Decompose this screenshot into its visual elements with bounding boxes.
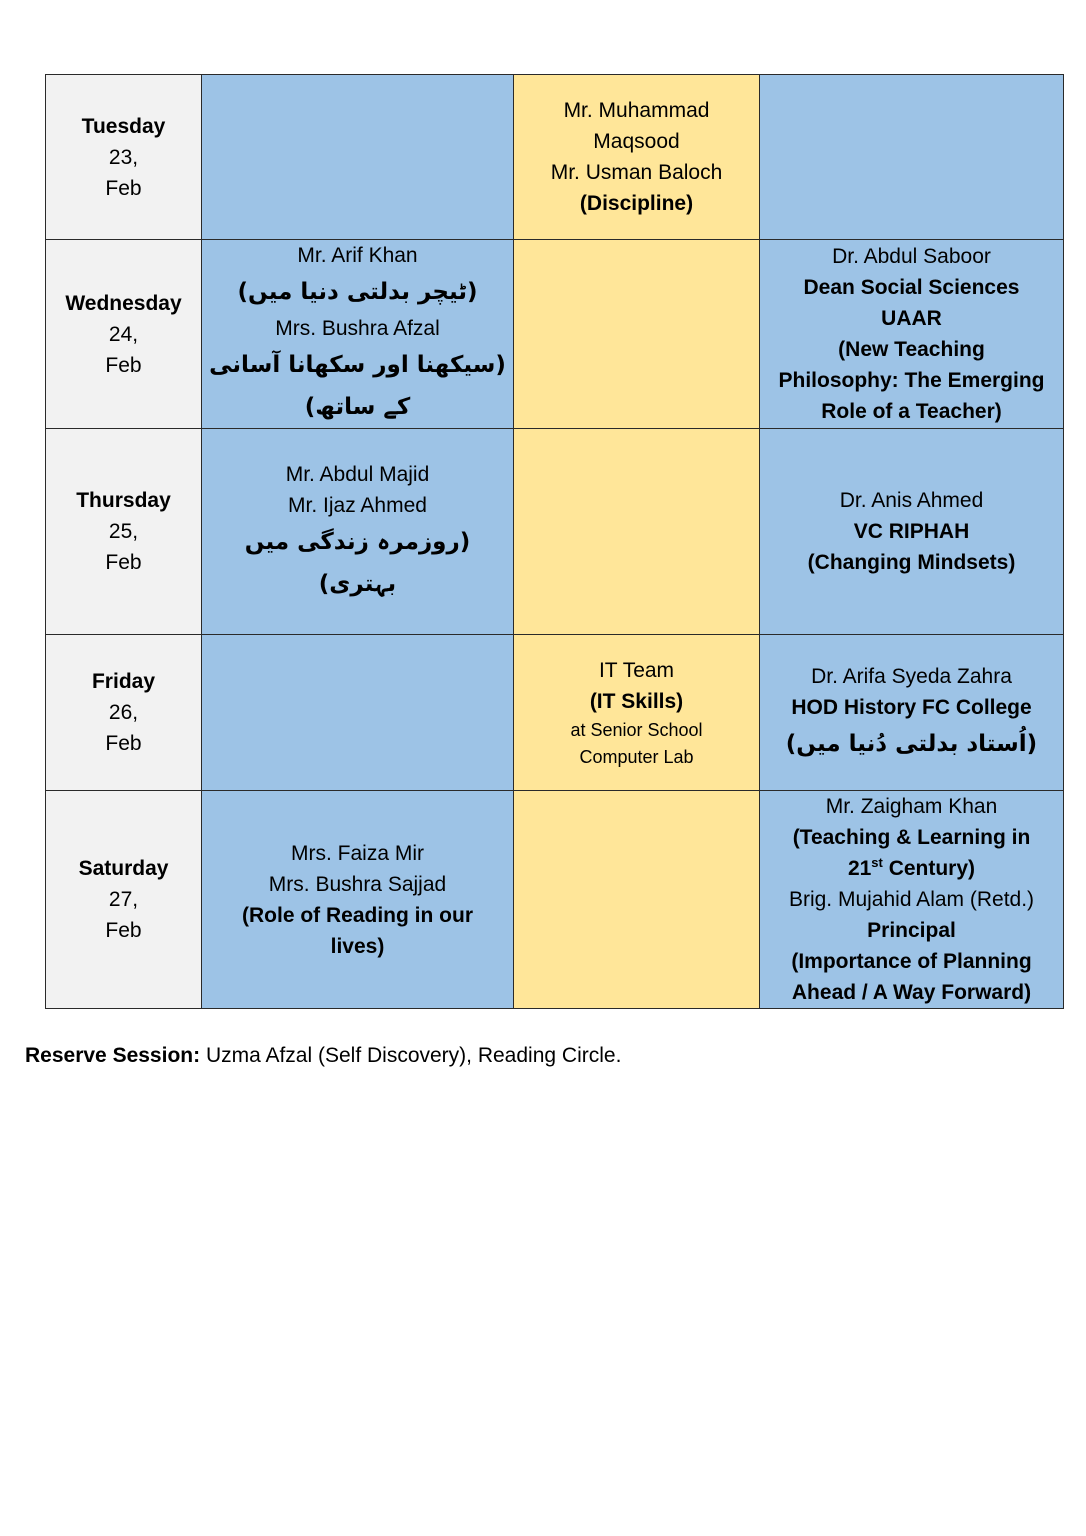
day-month: Feb [105, 919, 142, 942]
session-cell-3 [760, 240, 1064, 429]
speaker-name: IT Team [598, 658, 675, 682]
table-row [46, 75, 1064, 240]
session-topic: (Role of Reading in our [242, 903, 473, 927]
speaker-title: Dean Social Sciences [803, 276, 1020, 299]
day-date: 24, [108, 322, 139, 346]
session-topic: (Changing Mindsets) [807, 551, 1016, 574]
session-topic: (New Teaching [838, 338, 985, 361]
session-cell-2 [514, 635, 760, 791]
session-cell-3 [760, 429, 1064, 635]
day-month: Feb [105, 732, 142, 755]
speaker-name: Mr. Arif Khan [297, 244, 418, 267]
session-topic: Philosophy: The Emerging [778, 369, 1045, 392]
speaker-title: VC RIPHAH [853, 520, 970, 543]
session-cell-1 [202, 240, 514, 429]
table-row [46, 791, 1064, 1009]
speaker-name: Mrs. Bushra Sajjad [268, 872, 447, 896]
day-cell [46, 429, 202, 635]
session-cell-3 [760, 791, 1064, 1009]
ordinal-number: 21 [847, 857, 872, 880]
session-topic: lives) [330, 934, 385, 958]
day-name: Friday [91, 670, 156, 693]
day-cell [46, 791, 202, 1009]
session-topic-urdu: (اُستاد بدلتی دُنیا میں) [785, 730, 1038, 757]
session-venue: Computer Lab [579, 746, 694, 767]
day-month: Feb [105, 353, 142, 377]
day-date: 23, [108, 145, 139, 169]
day-cell [46, 75, 202, 240]
speaker-name: Mr. Muhammad [563, 99, 710, 122]
reserve-session-label: Reserve Session: [25, 1044, 201, 1067]
speaker-name: Mr. Ijaz Ahmed [288, 493, 427, 517]
table-row [46, 635, 1064, 791]
day-cell [46, 240, 202, 429]
ordinal-suffix: st [871, 855, 883, 870]
speaker-name: Dr. Anis Ahmed [839, 489, 984, 512]
session-cell-2 [514, 791, 760, 1009]
session-cell-3 [760, 635, 1064, 791]
day-date: 25, [108, 520, 139, 543]
speaker-name: Mr. Usman Baloch [550, 161, 723, 184]
day-month: Feb [105, 551, 142, 574]
session-venue: at Senior School [570, 719, 703, 740]
session-topic: (IT Skills) [589, 689, 684, 713]
speaker-name: Dr. Abdul Saboor [832, 245, 991, 268]
reserve-session-text: Uzma Afzal (Self Discovery), Reading Circle. [200, 1044, 622, 1067]
session-cell-2 [514, 75, 760, 240]
table-row [46, 429, 1064, 635]
session-topic-urdu: (سیکھنا اور سکھانا آسانی کے ساتھ) [209, 352, 506, 420]
session-cell-2 [514, 429, 760, 635]
speaker-title: HOD History FC College [791, 695, 1032, 719]
schedule-table [45, 74, 1064, 1009]
speaker-name: Mr. Abdul Majid [285, 462, 430, 486]
session-cell-2 [514, 240, 760, 429]
day-cell [46, 635, 202, 791]
day-date: 26, [108, 701, 139, 724]
session-cell-1 [202, 791, 514, 1009]
speaker-institution: UAAR [881, 307, 942, 330]
reserve-session-note [25, 1040, 621, 1071]
table-row [46, 240, 1064, 429]
speaker-name: Dr. Arifa Syeda Zahra [811, 664, 1012, 688]
session-topic-urdu: (ٹیچر بدلتی دنیا میں) [237, 279, 478, 305]
day-name: Tuesday [81, 114, 166, 138]
speaker-name: Brig. Mujahid Alam (Retd.) [788, 888, 1035, 911]
day-month: Feb [105, 176, 142, 200]
ordinal-rest: Century) [882, 857, 976, 880]
session-cell-3 [760, 75, 1064, 240]
day-name: Saturday [78, 857, 169, 880]
speaker-name: Maqsood [593, 130, 680, 153]
speaker-name: Mrs. Bushra Afzal [275, 317, 440, 340]
session-topic: (Importance of Planning [791, 950, 1032, 973]
speaker-title: Principal [867, 919, 956, 942]
session-topic: Role of a Teacher) [821, 400, 1002, 423]
day-date: 27, [108, 888, 139, 911]
day-name: Thursday [76, 489, 171, 512]
session-cell-1 [202, 75, 514, 240]
session-cell-1 [202, 429, 514, 635]
session-topic: (Teaching & Learning in [792, 826, 1031, 849]
speaker-name: Mrs. Faiza Mir [291, 841, 424, 865]
session-topic-urdu: (روزمرہ زندگی میں بہتری) [244, 528, 471, 597]
day-name: Wednesday [65, 291, 182, 315]
session-cell-1 [202, 635, 514, 791]
session-topic [766, 853, 1057, 884]
session-topic: (Discipline) [579, 192, 694, 215]
session-topic: Ahead / A Way Forward) [791, 981, 1032, 1004]
speaker-name: Mr. Zaigham Khan [825, 795, 998, 818]
